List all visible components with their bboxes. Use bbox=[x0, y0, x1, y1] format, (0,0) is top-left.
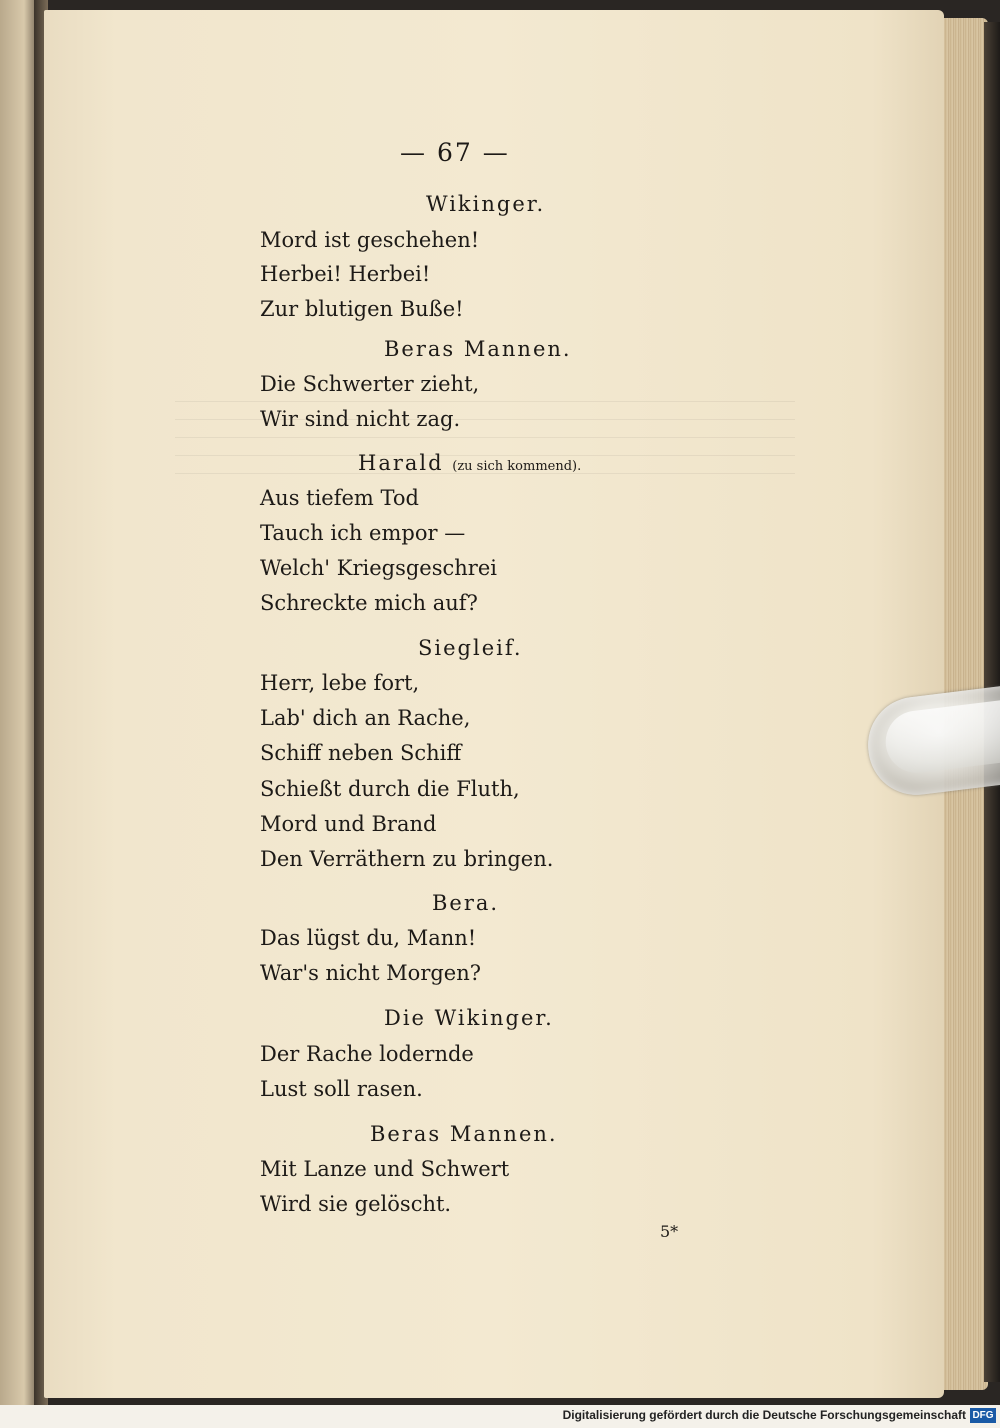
verse-line: Aus tiefem Tod bbox=[260, 486, 419, 510]
verse-line: Herr, lebe fort, bbox=[260, 671, 420, 695]
speaker-name: Harald bbox=[358, 451, 444, 475]
verse-line: Welch' Kriegsgeschrei bbox=[260, 556, 497, 580]
verse-line: Den Verräthern zu bringen. bbox=[260, 847, 554, 871]
speaker-heading: Bera. bbox=[432, 891, 500, 915]
verse-line: Wird sie gelöscht. bbox=[260, 1192, 452, 1216]
verse-line: Mit Lanze und Schwert bbox=[260, 1157, 510, 1181]
stage-direction: (zu sich kommend). bbox=[452, 459, 582, 474]
speaker-heading bbox=[358, 451, 581, 475]
verse-line: Herbei! Herbei! bbox=[260, 262, 431, 286]
verse-line: Lust soll rasen. bbox=[260, 1077, 423, 1101]
signature-mark: 5* bbox=[660, 1222, 679, 1241]
verse-line: Das lügst du, Mann! bbox=[260, 926, 477, 950]
verse-line: Wir sind nicht zag. bbox=[260, 407, 461, 431]
verse-line: Der Rache lodernde bbox=[260, 1042, 474, 1066]
book-page bbox=[44, 10, 944, 1398]
verse-line: Die Schwerter zieht, bbox=[260, 372, 480, 396]
verse-line: Lab' dich an Rache, bbox=[260, 706, 471, 730]
verse-line: War's nicht Morgen? bbox=[260, 961, 482, 985]
page-number: — 67 — bbox=[400, 138, 510, 167]
verse-line: Schreckte mich auf? bbox=[260, 591, 478, 615]
dfg-logo: DFG bbox=[970, 1408, 996, 1423]
speaker-heading: Die Wikinger. bbox=[384, 1006, 554, 1030]
speaker-heading: Beras Mannen. bbox=[370, 1122, 558, 1146]
speaker-heading: Beras Mannen. bbox=[384, 337, 572, 361]
verse-line: Schießt durch die Fluth, bbox=[260, 777, 520, 801]
speaker-heading: Wikinger. bbox=[426, 192, 546, 216]
verse-line: Schiff neben Schiff bbox=[260, 741, 462, 765]
funding-credit: Digitalisierung gefördert durch die Deutsche Forschungsgemeinschaft bbox=[562, 1408, 966, 1422]
verse-line: Mord und Brand bbox=[260, 812, 437, 836]
page-clip-highlight bbox=[882, 697, 1000, 777]
verse-line: Zur blutigen Buße! bbox=[260, 297, 464, 321]
verse-line: Mord ist geschehen! bbox=[260, 228, 480, 252]
speaker-heading: Siegleif. bbox=[418, 636, 523, 660]
verse-line: Tauch ich empor — bbox=[260, 521, 466, 545]
